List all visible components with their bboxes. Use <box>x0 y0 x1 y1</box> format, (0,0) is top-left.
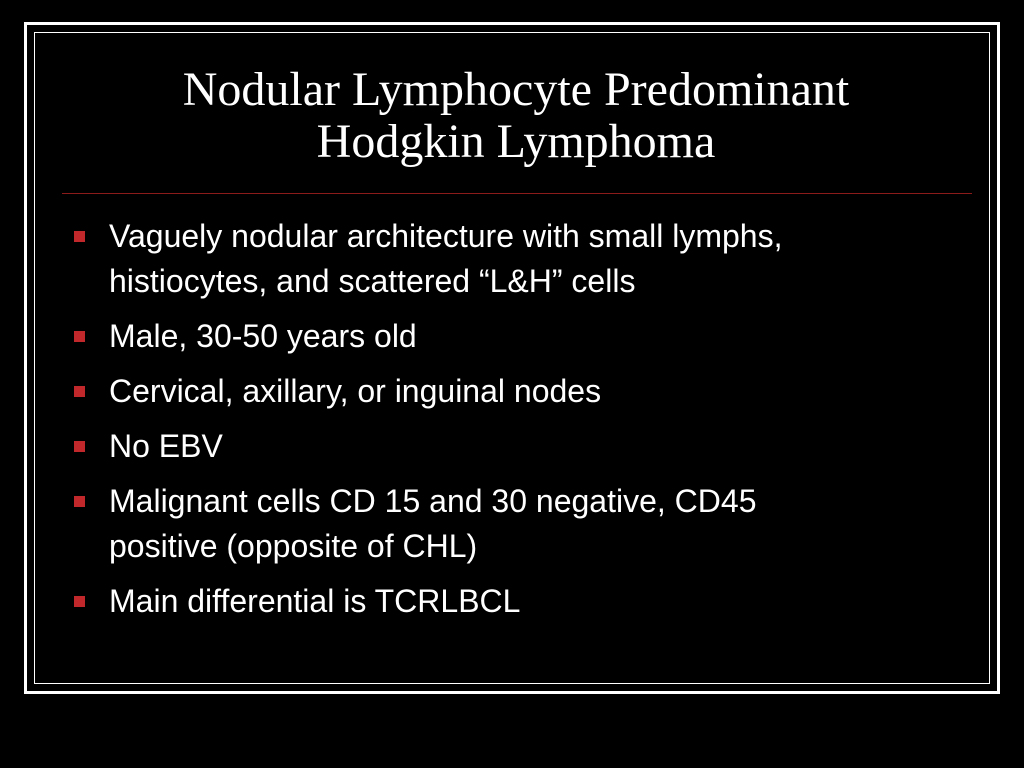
title-line-2: Hodgkin Lymphoma <box>316 115 716 168</box>
bullet-item-architecture <box>72 214 952 304</box>
bullet-item-demographics <box>72 314 952 359</box>
bullet-line: positive (opposite of CHL) <box>109 528 478 564</box>
bullet-list <box>72 214 952 634</box>
bullet-line: Vaguely nodular architecture with small lymphs, <box>109 218 783 254</box>
square-bullet-icon <box>74 496 85 507</box>
bullet-line: histiocytes, and scattered “L&H” cells <box>109 263 636 299</box>
bullet-line: Cervical, axillary, or inguinal nodes <box>109 373 602 409</box>
square-bullet-icon <box>74 441 85 452</box>
bullet-line: Main differential is TCRLBCL <box>109 583 521 619</box>
square-bullet-icon <box>74 386 85 397</box>
bullet-line: Male, 30-50 years old <box>109 318 417 354</box>
square-bullet-icon <box>74 596 85 607</box>
bullet-line: Malignant cells CD 15 and 30 negative, CD45 <box>109 483 757 519</box>
bullet-item-nodes <box>72 369 952 414</box>
bullet-item-immunophenotype <box>72 479 952 569</box>
square-bullet-icon <box>74 231 85 242</box>
title-line-1: Nodular Lymphocyte Predominant <box>182 63 850 116</box>
title-divider <box>62 193 972 194</box>
bullet-item-differential <box>72 579 952 624</box>
slide-title <box>60 64 972 168</box>
bullet-line: No EBV <box>109 428 223 464</box>
square-bullet-icon <box>74 331 85 342</box>
bullet-item-ebv <box>72 424 952 469</box>
